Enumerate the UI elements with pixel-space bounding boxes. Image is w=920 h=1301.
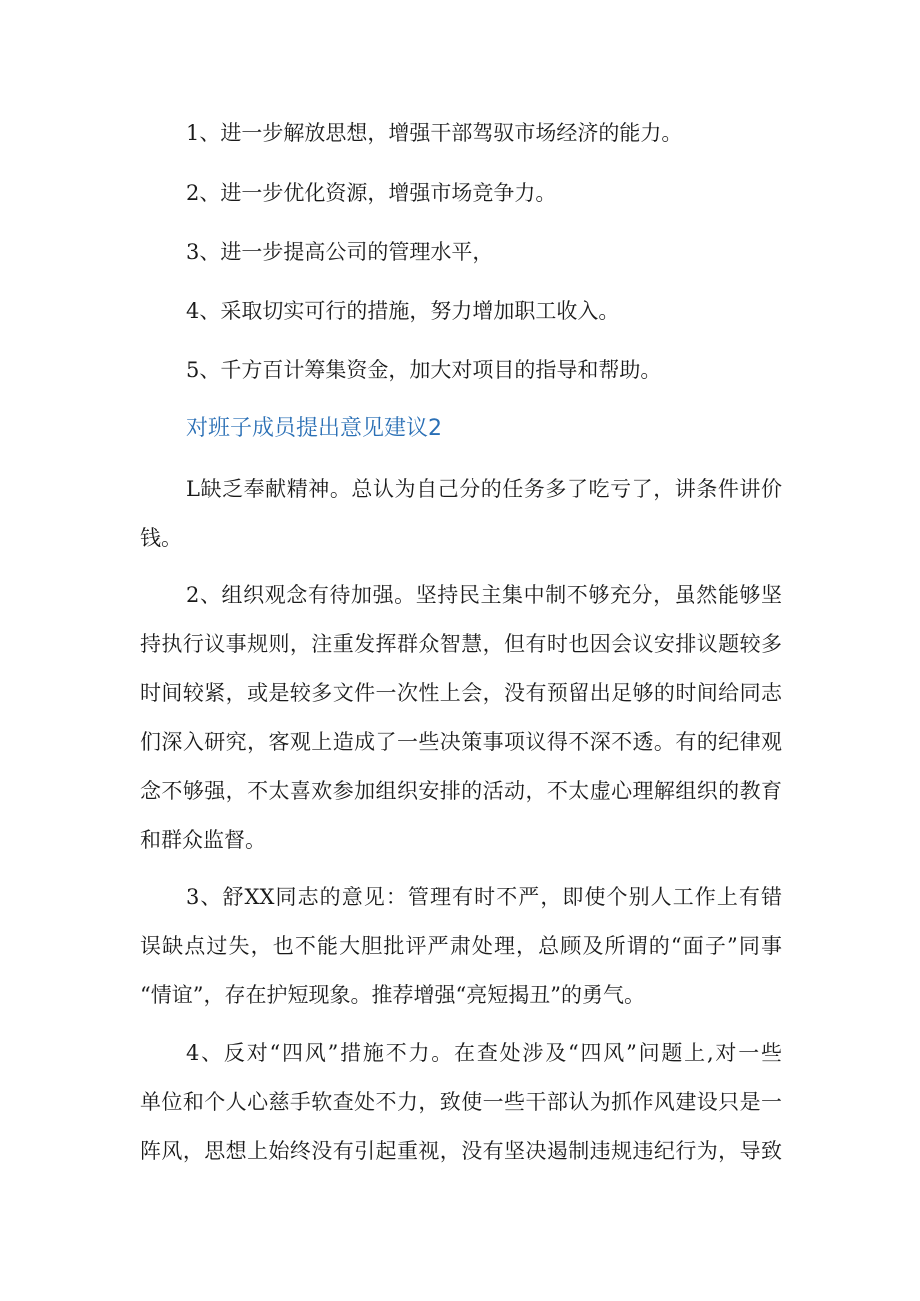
paragraph-4-line-3: 阵风，思想上始终没有引起重视，没有坚决遏制违规违纪行为，导致: [140, 1139, 782, 1163]
paragraph-2-line-5: 念不够强，不太喜欢参加组织安排的活动，不太虚心理解组织的教育: [140, 779, 782, 803]
paragraph-3-line-3: “情谊”，存在护短现象。推荐增强“亮短揭丑”的勇气。: [140, 983, 645, 1007]
paragraph-3-line-1: 3、舒XX同志的意见：管理有时不严，即使个别人工作上有错: [186, 885, 782, 909]
section-heading: 对班子成员提出意见建议2: [186, 416, 442, 441]
list-item-4: 4、采取切实可行的措施，努力增加职工收入。: [186, 299, 620, 323]
paragraph-1-line-2: 钱。: [140, 526, 182, 550]
paragraph-3-line-2: 误缺点过失，也不能大胆批评严肃处理，总顾及所谓的“面子”同事: [140, 934, 782, 958]
paragraph-4-line-2: 单位和个人心慈手软查处不力，致使一些干部认为抓作风建设只是一: [140, 1090, 782, 1114]
list-item-1: 1、进一步解放思想，增强干部驾驭市场经济的能力。: [186, 121, 683, 145]
paragraph-1-line-1: L缺乏奉献精神。总认为自己分的任务多了吃亏了，讲条件讲价: [186, 477, 782, 501]
paragraph-2-line-4: 们深入研究，客观上造成了一些决策事项议得不深不透。有的纪律观: [140, 730, 782, 754]
list-item-2: 2、进一步优化资源，增强市场竞争力。: [186, 181, 557, 205]
paragraph-2-line-3: 时间较紧，或是较多文件一次性上会，没有预留出足够的时间给同志: [140, 681, 782, 705]
paragraph-2-line-2: 持执行议事规则，注重发挥群众智慧，但有时也因会议安排议题较多: [140, 632, 782, 656]
list-item-3: 3、进一步提高公司的管理水平，: [186, 240, 494, 264]
paragraph-2-line-1: 2、组织观念有待加强。坚持民主集中制不够充分，虽然能够坚: [186, 583, 782, 607]
paragraph-2-line-6: 和群众监督。: [140, 828, 266, 852]
paragraph-4-line-1: 4、反对“四风”措施不力。在查处涉及“四风”问题上,对一些: [186, 1041, 782, 1065]
list-item-5: 5、千方百计筹集资金，加大对项目的指导和帮助。: [186, 358, 662, 382]
